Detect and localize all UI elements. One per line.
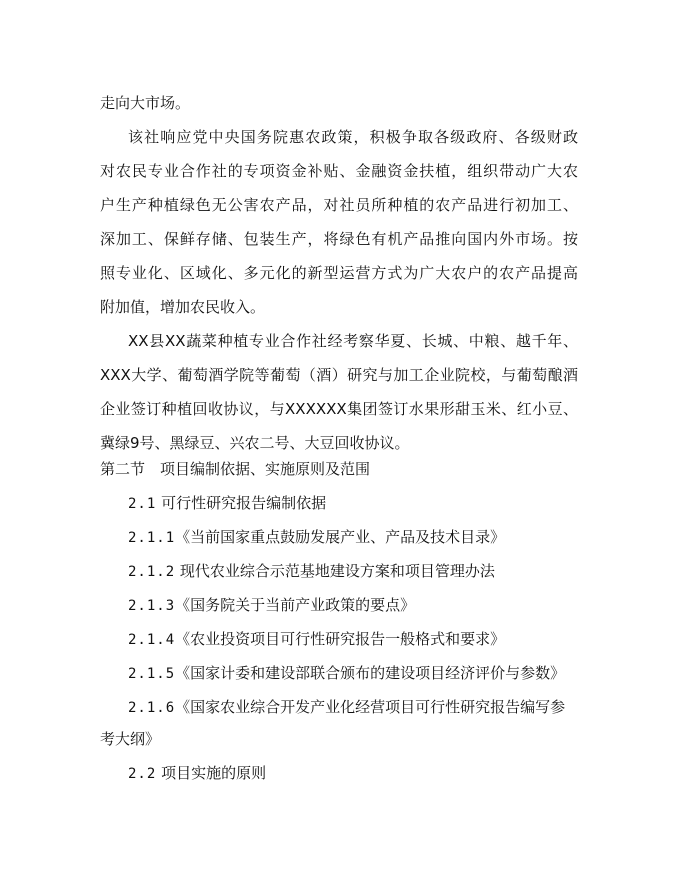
paragraph-line: XX县XX蔬菜种植专业合作社经考察华夏、长城、中粮、越千年、 bbox=[128, 332, 578, 350]
outline-item-text: 可行性研究报告编制依据 bbox=[156, 494, 327, 512]
outline-item-text: 《国家农业综合开发产业化经营项目可行性研究报告编写参 bbox=[175, 698, 566, 716]
outline-item bbox=[128, 696, 680, 718]
outline-item bbox=[128, 762, 680, 784]
outline-item-text: 考大纲》 bbox=[100, 730, 161, 748]
paragraph-line: 附加值，增加农民收入。 bbox=[100, 298, 266, 316]
outline-item-number: 2.1.1 bbox=[128, 530, 176, 546]
outline-item-text: 《国家计委和建设部联合颁布的建设项目经济评价与参数》 bbox=[175, 664, 566, 682]
outline-item bbox=[128, 492, 680, 514]
section-heading: 第二节 项目编制依据、实施原则及范围 bbox=[100, 460, 371, 478]
outline-item-continuation bbox=[100, 728, 680, 750]
paragraph-line: 对农民专业合作社的专项资金补贴、金融资金扶植，组织带动广大农 bbox=[100, 162, 578, 180]
outline-item-number: 2.1.6 bbox=[128, 700, 176, 716]
paragraph-line: 户生产种植绿色无公害农产品，对社员所种植的农产品进行初加工、 bbox=[100, 196, 578, 214]
outline-item-text: 项目实施的原则 bbox=[156, 764, 267, 782]
paragraph-line: 深加工、保鲜存储、包装生产，将绿色有机产品推向国内外市场。按 bbox=[100, 230, 578, 248]
paragraph-continuation: 走向大市场。 bbox=[100, 94, 191, 112]
outline-item bbox=[128, 560, 680, 582]
paragraph-line: 该社响应党中央国务院惠农政策，积极争取各级政府、各级财政 bbox=[128, 128, 578, 146]
outline-item bbox=[128, 526, 680, 548]
paragraph-line: 冀绿9号、黑绿豆、兴农二号、大豆回收协议。 bbox=[100, 434, 410, 452]
outline-item bbox=[128, 628, 680, 650]
outline-item-text: 《农业投资项目可行性研究报告一般格式和要求》 bbox=[175, 630, 506, 648]
paragraph-line: 照专业化、区域化、多元化的新型运营方式为广大农户的农产品提高 bbox=[100, 264, 578, 282]
outline-item-text: 现代农业综合示范基地建设方案和项目管理办法 bbox=[175, 562, 495, 580]
outline-item-number: 2.1.4 bbox=[128, 632, 176, 648]
outline-item-number: 2.2 bbox=[128, 766, 157, 782]
outline-item-number: 2.1 bbox=[128, 496, 157, 512]
outline-item-text: 《当前国家重点鼓励发展产业、产品及技术目录》 bbox=[175, 528, 506, 546]
outline-item-number: 2.1.5 bbox=[128, 666, 176, 682]
outline-item bbox=[128, 662, 680, 684]
outline-item-number: 2.1.2 bbox=[128, 564, 176, 580]
outline-item-text: 《国务院关于当前产业政策的要点》 bbox=[175, 596, 416, 614]
paragraph-line: 企业签订种植回收协议，与XXXXXX集团签订水果形甜玉米、红小豆、 bbox=[100, 400, 578, 418]
paragraph-line: XXX大学、葡萄酒学院等葡萄（酒）研究与加工企业院校，与葡萄酿酒 bbox=[100, 366, 578, 384]
outline-item-number: 2.1.3 bbox=[128, 598, 176, 614]
outline-item bbox=[128, 594, 680, 616]
